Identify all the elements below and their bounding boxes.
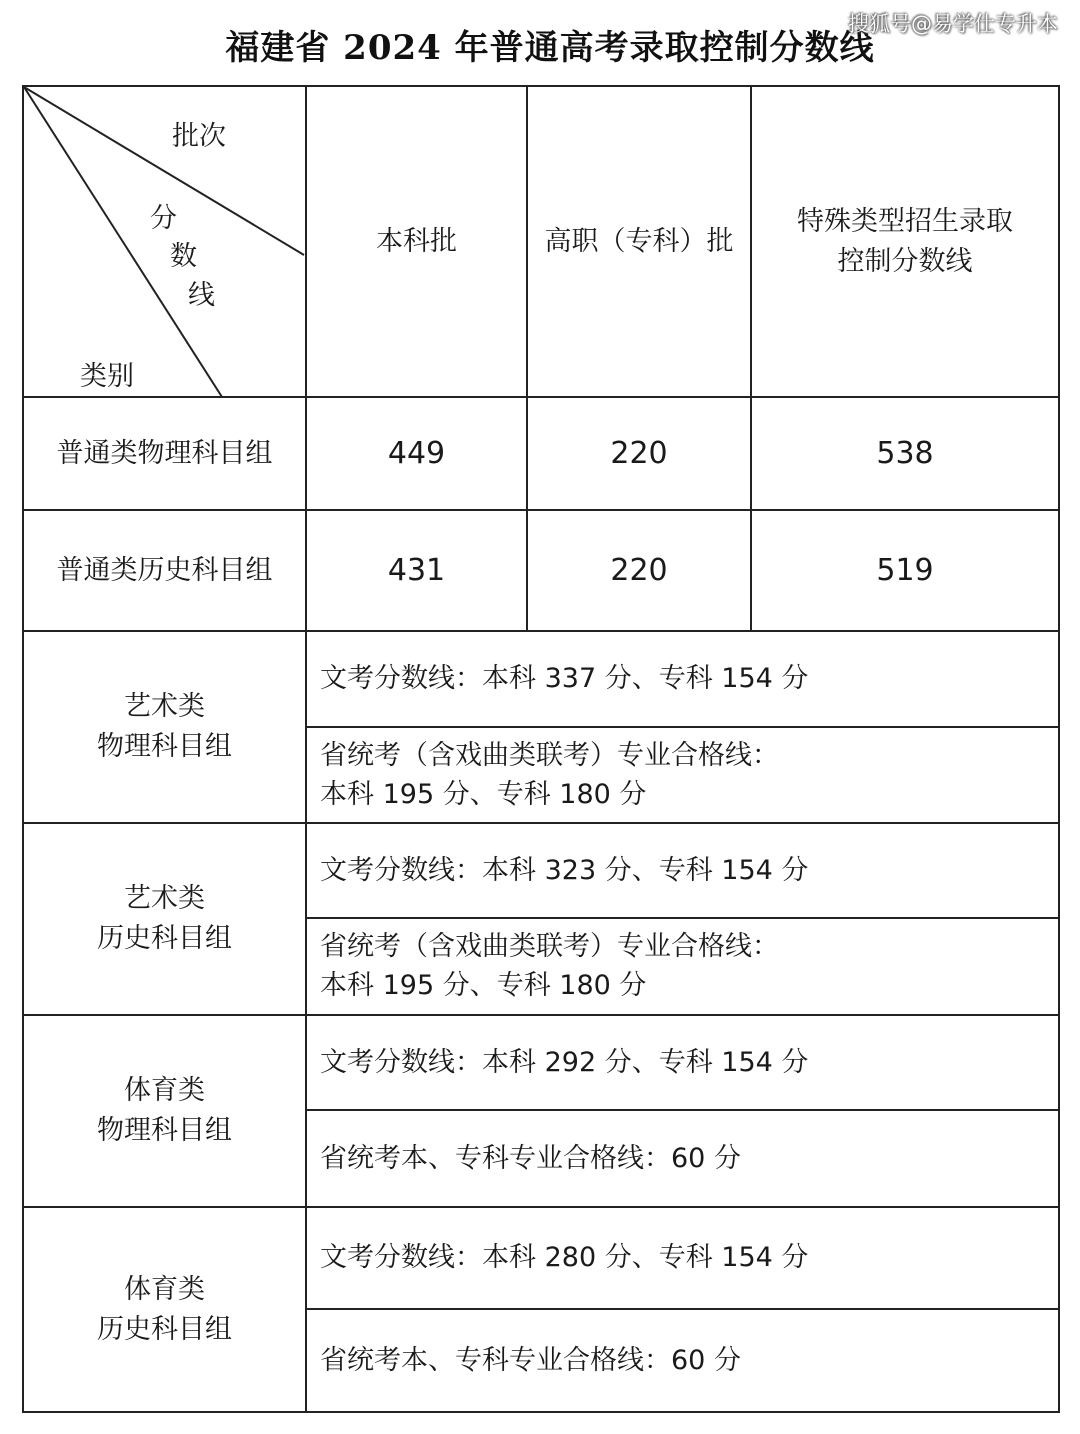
- group-note-exam-score: 文考分数线：本科 280 分、专科 154 分: [320, 1242, 809, 1273]
- group-category: [24, 632, 305, 822]
- group-category-line1: 体育类: [124, 1075, 205, 1106]
- group-note-qualification: 省统考（含戏曲类联考）专业合格线：: [320, 931, 779, 962]
- header-special: [752, 87, 1058, 396]
- group-category-line2: 历史科目组: [97, 1313, 232, 1345]
- group-note-qualification: 省统考本、专科专业合格线：60 分: [320, 1345, 741, 1376]
- group-category-line1: 艺术类: [124, 691, 205, 722]
- corner-label-category: 类别: [80, 361, 134, 392]
- corner-label-score-3: 线: [188, 280, 215, 311]
- row-special-score: 538: [876, 435, 934, 471]
- group-note-exam-score: 文考分数线：本科 337 分、专科 154 分: [320, 663, 809, 694]
- group-category-line1: 体育类: [124, 1273, 205, 1305]
- watermark: 搜狐号@易学仕专升本: [848, 12, 1058, 36]
- header-vocational: 高职（专科）批: [544, 225, 734, 257]
- row-category: 普通类物理科目组: [56, 437, 273, 469]
- group-note-qualification-detail: 本科 195 分、专科 180 分: [320, 970, 647, 1001]
- group-note-exam-score: 文考分数线：本科 323 分、专科 154 分: [320, 855, 809, 886]
- group-note-exam-score: 文考分数线：本科 292 分、专科 154 分: [320, 1047, 809, 1078]
- header-special-line2: 控制分数线: [837, 245, 973, 277]
- group-category-line2: 物理科目组: [97, 1115, 232, 1146]
- header-bachelor: 本科批: [376, 225, 457, 257]
- group-category-line2: 物理科目组: [97, 731, 232, 762]
- row-vocational-score: 220: [610, 552, 668, 588]
- group-category-line1: 艺术类: [124, 883, 205, 914]
- group-category-line2: 历史科目组: [97, 923, 232, 954]
- row-bachelor-score: 449: [387, 435, 446, 471]
- group-category: [24, 824, 305, 1014]
- group-note-qualification-detail: 本科 195 分、专科 180 分: [320, 779, 647, 810]
- row-vocational-score: 220: [610, 435, 668, 471]
- corner-label-batch: 批次: [172, 121, 226, 152]
- page-title: 福建省 2024 年普通高考录取控制分数线: [225, 28, 875, 68]
- group-category: [24, 1016, 305, 1206]
- header-special-line1: 特殊类型招生录取: [797, 205, 1013, 237]
- row-special-score: 519: [876, 552, 934, 588]
- group-note-qualification: 省统考（含戏曲类联考）专业合格线：: [320, 740, 779, 771]
- row-category: 普通类历史科目组: [56, 554, 273, 586]
- corner-label-score-2: 数: [170, 241, 197, 272]
- group-note-qualification: 省统考本、专科专业合格线：60 分: [320, 1143, 741, 1174]
- row-bachelor-score: 431: [387, 552, 446, 588]
- corner-label-score-1: 分: [150, 203, 177, 234]
- group-category: [24, 1208, 305, 1411]
